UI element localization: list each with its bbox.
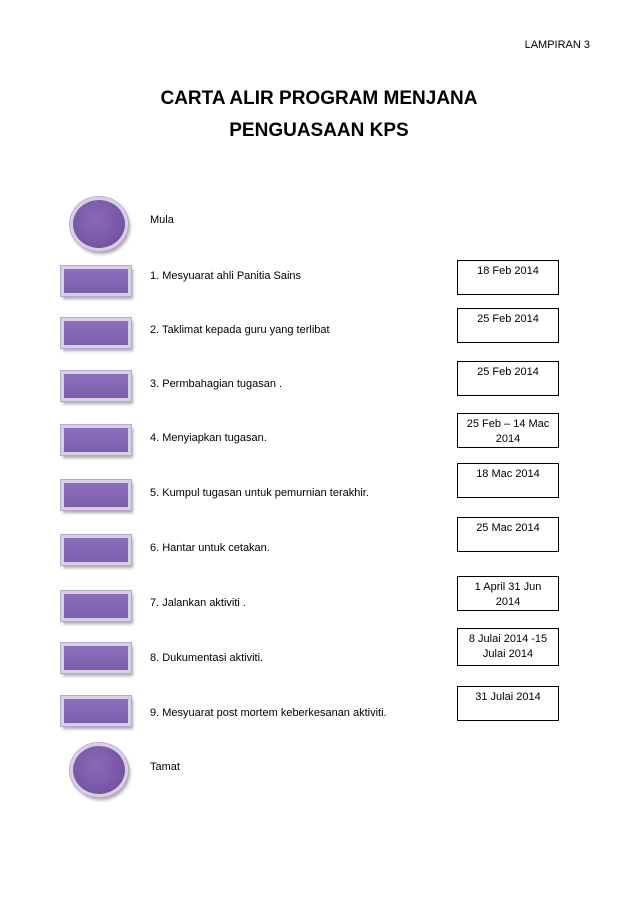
start-oval-shape [70,197,128,251]
step-7-label: 7. Jalankan aktiviti . [150,597,246,609]
step-4-process-shape [61,425,131,455]
step-9-date: 31 Julai 2014 [475,691,541,703]
step-6-date: 25 Mac 2014 [476,522,540,534]
step-8-label: 8. Dukumentasi aktiviti. [150,652,264,664]
step-6-label: 6. Hantar untuk cetakan. [150,542,270,554]
step-3-date: 25 Feb 2014 [477,366,539,378]
step-1-process-shape [61,266,131,296]
step-8-date-box [457,628,559,666]
step-4-date-box [457,413,559,448]
step-2-label: 2. Taklimat kepada guru yang terlibat [150,324,330,336]
step-6-process-shape [61,535,131,565]
step-4-date-line-2: 2014 [495,433,521,445]
step-8-date-line-2: Julai 2014 [482,648,534,660]
step-5-date-box [457,463,559,498]
step-8-date-line-1: 8 Julai 2014 -15 [468,633,548,645]
step-1-date: 18 Feb 2014 [477,265,539,277]
step-7-date-line-1: 1 April 31 Jun [474,581,542,593]
step-7-date-line-2: 2014 [495,596,521,608]
step-9-process-shape [61,696,131,726]
step-7-process-shape [61,591,131,621]
start-label: Mula [150,214,174,226]
end-label: Tamat [150,761,180,773]
step-3-label: 3. Permbahagian tugasan . [150,378,283,390]
page-title [120,83,518,147]
step-1-date-box [457,260,559,295]
step-7-date-box [457,576,559,611]
end-oval-shape [70,743,128,797]
step-2-date: 25 Feb 2014 [477,313,539,325]
step-6-date-box [457,517,559,552]
step-9-date-box [457,686,559,721]
step-2-date-box [457,308,559,343]
step-9-label: 9. Mesyuarat post mortem keberkesanan aktiviti. [150,707,387,719]
title-line-1: CARTA ALIR PROGRAM MENJANA [160,88,478,109]
step-5-label: 5. Kumpul tugasan untuk pemurnian terakhir. [150,487,369,499]
step-2-process-shape [61,318,131,348]
step-4-date-line-1: 25 Feb – 14 Mac [466,418,550,430]
step-8-process-shape [61,643,131,673]
lampiran-label: LAMPIRAN 3 [524,39,590,51]
step-4-label: 4. Menyiapkan tugasan. [150,432,267,444]
step-5-date: 18 Mac 2014 [476,468,540,480]
title-line-2: PENGUASAAN KPS [229,120,409,141]
step-3-date-box [457,361,559,396]
step-5-process-shape [61,480,131,510]
step-3-process-shape [61,371,131,401]
step-1-label: 1. Mesyuarat ahli Panitia Sains [150,270,302,282]
